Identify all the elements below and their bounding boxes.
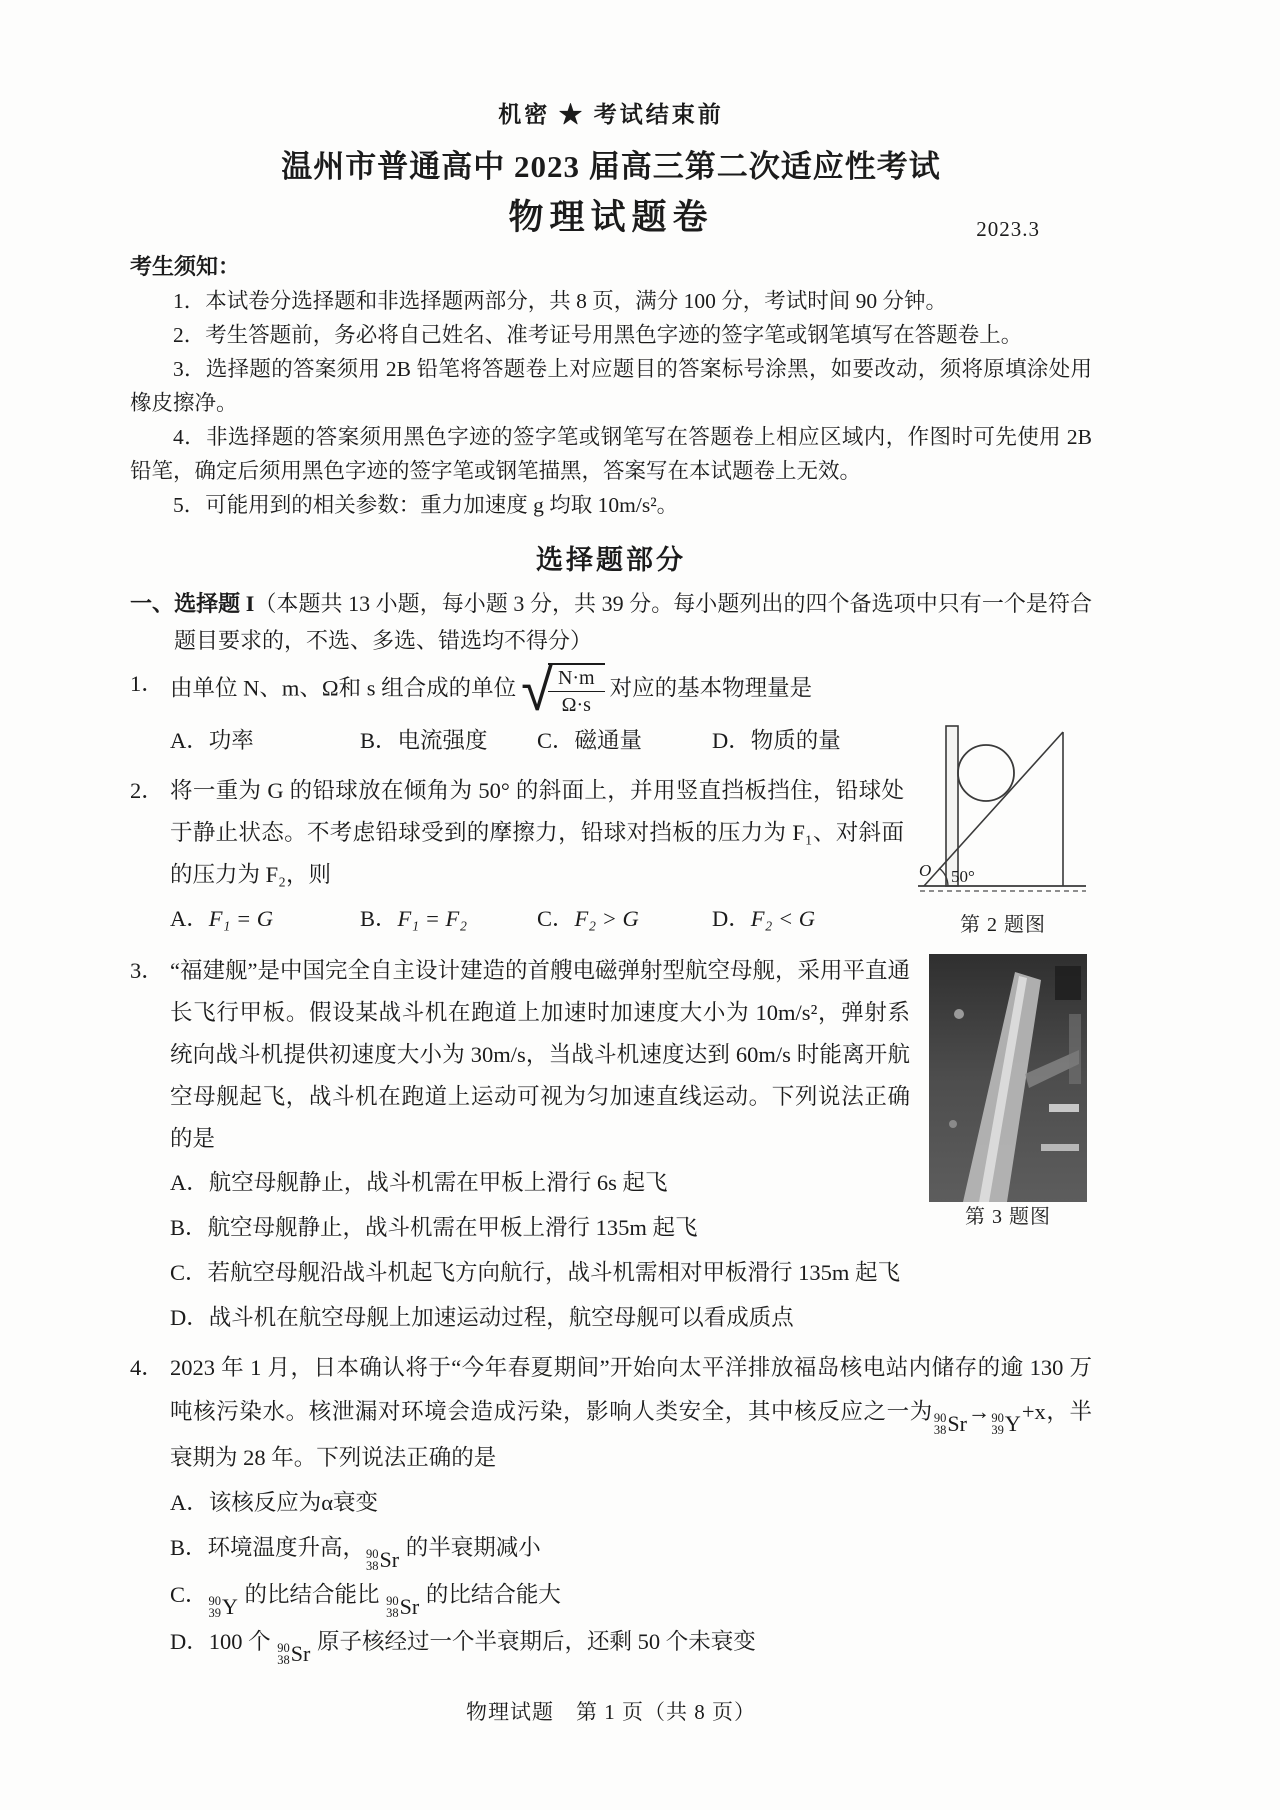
option-a-label: A． — [170, 906, 209, 931]
paper-subtitle: 物理试题卷 — [508, 198, 714, 237]
candidate-notice — [130, 250, 1092, 522]
mass: 90 — [386, 1594, 399, 1608]
option-a: A．航空母舰静止，战斗机需在甲板上滑行 6s 起飞 — [170, 1170, 668, 1195]
question-3-number: 3． — [130, 958, 164, 983]
photo-detail-2 — [949, 1120, 957, 1128]
atomic-number: 38 — [277, 1653, 290, 1667]
option-d-label: D． — [712, 906, 751, 931]
photo-highlight-1 — [1049, 1104, 1079, 1112]
photo-detail-1 — [954, 1009, 964, 1019]
question-1-text — [130, 655, 1092, 724]
option-c: C．磁通量 — [537, 728, 643, 753]
option-b: B．电流强度 — [360, 728, 488, 753]
option-a-text: 该核反应为α衰变 — [208, 1490, 379, 1515]
option-b-post: 的半衰期减小 — [400, 1535, 541, 1560]
photo-dark-patch — [1055, 966, 1081, 1000]
sr-symbol: Sr — [947, 1411, 967, 1436]
group-heading — [130, 585, 1092, 659]
option-c: C．若航空母舰沿战斗机起飞方向航行，战斗机需相对甲板滑行 135m 起飞 — [170, 1260, 901, 1285]
question-3 — [130, 950, 1092, 1340]
option-d — [712, 896, 815, 942]
mass: 90 — [208, 1594, 222, 1608]
group-heading-prefix: 一、选择题 I — [130, 591, 255, 616]
symbol: Sr — [379, 1547, 400, 1572]
symbol: Y — [222, 1594, 238, 1619]
vertical-board — [946, 726, 958, 886]
option-c — [537, 896, 712, 942]
nuclide-sr — [386, 1595, 419, 1619]
option-a-math: F₁ = G — [208, 906, 273, 931]
subtitle-row — [130, 190, 1092, 242]
question-3-figure — [924, 954, 1092, 1230]
notice-item-2: 2．考生答题前，务必将自己姓名、准考证号用黑色字迹的签字笔或钢笔填写在答题卷上。 — [173, 323, 1023, 347]
option-c-math: F₂ > G — [574, 906, 639, 931]
question-2-options — [170, 896, 904, 942]
notice-item-5: 5．可能用到的相关参数：重力加速度 g 均取 10m/s²。 — [173, 493, 679, 517]
option-b-pre: 环境温度升高， — [207, 1535, 366, 1560]
fraction — [548, 663, 605, 718]
nuclide-sr — [934, 1412, 967, 1436]
option-b-label: B． — [360, 906, 398, 931]
option-b: B．航空母舰静止，战斗机需在甲板上滑行 135m 起飞 — [170, 1215, 698, 1240]
group-heading-rest: （本题共 13 小题，每小题 3 分，共 39 分。每小题列出的四个备选项中只有一个是符合题目要求的，不选、多选、错选均不得分） — [174, 591, 1093, 653]
option-b — [360, 896, 537, 942]
exam-date: 2023.3 — [976, 217, 1040, 241]
notice-heading: 考生须知： — [130, 254, 241, 279]
symbol: Sr — [290, 1641, 311, 1666]
origin-label: O — [919, 861, 932, 880]
question-1-text-after: 对应的基本物理量是 — [609, 675, 813, 701]
option-a — [170, 896, 360, 942]
y-mass: 90 — [991, 1411, 1004, 1425]
aircraft-carrier-photo — [929, 954, 1087, 1202]
question-2-figure — [914, 718, 1092, 938]
y-atomic-number: 39 — [991, 1423, 1004, 1437]
incline-surface — [924, 732, 1063, 886]
question-2-number: 2． — [130, 778, 164, 803]
option-c-label: C． — [170, 1582, 208, 1607]
nuclide-sr — [366, 1548, 399, 1572]
nuclide-sr — [277, 1642, 310, 1666]
option-c-label: C． — [537, 906, 575, 931]
question-4-text-2: +x，半衰期为 28 年。下列说法正确的是 — [170, 1399, 1092, 1470]
sr-atomic-number: 38 — [933, 1423, 947, 1437]
fraction-denominator: Ω·s — [561, 694, 591, 716]
atomic-number: 38 — [366, 1559, 379, 1573]
question-2-text: 将一重为 G 的铅球放在倾角为 50° 的斜面上，并用竖直挡板挡住，铅球处于静止状态。不考虑铅球受到的摩擦力，铅球对挡板的压力为 F₁、对斜面的压力为 F₂，则 — [170, 778, 904, 887]
sr-mass: 90 — [933, 1411, 947, 1425]
mass: 90 — [366, 1547, 379, 1561]
reaction-arrow: → — [967, 1399, 991, 1424]
question-4-text-1: 2023 年 1 月，日本确认将于“今年春夏期间”开始向太平洋排放福岛核电站内储存的逾 130 万吨核污染水。核泄漏对环境会造成污染，影响人类安全，其中核反应之一为 — [170, 1355, 1092, 1424]
option-b-math: F₁ = F₂ — [397, 906, 468, 931]
figure-3-caption: 第 3 题图 — [965, 1206, 1051, 1228]
lead-ball — [958, 745, 1014, 801]
option-b-label: B． — [170, 1535, 208, 1560]
notice-item-1: 1．本试卷分选择题和非选择题两部分，共 8 页，满分 100 分，考试时间 90 分钟。 — [173, 289, 948, 313]
option-d-math: F₂ < G — [750, 906, 815, 931]
option-d-post: 原子核经过一个半衰期后，还剩 50 个未衰变 — [311, 1629, 756, 1654]
atomic-number: 39 — [208, 1606, 222, 1620]
photo-highlight-2 — [1041, 1144, 1079, 1151]
question-3-text: “福建舰”是中国完全自主设计建造的首艘电磁弹射型航空母舰，采用平直通长飞行甲板。假设某战斗机在跑道上加速时加速度大小为 10m/s²，弹射系统向战斗机提供初速度大小为 30m/s，当战斗机速度达到 60m/s 时能离开航空母舰起飞，战斗机在跑道上运动可视为匀加速直线运动。下列说法正确的是 — [170, 958, 910, 1151]
option-d-label: D． — [170, 1629, 209, 1654]
figure-2-caption: 第 2 题图 — [960, 914, 1046, 936]
sqrt-formula — [521, 655, 605, 724]
security-label: 机密 ★ 考试结束前 — [498, 102, 724, 127]
notice-item-3: 3．选择题的答案须用 2B 铅笔将答题卷上对应题目的答案标号涂黑，如要改动，须将原填涂处用橡皮擦净。 — [130, 357, 1092, 415]
exam-title: 温州市普通高中 2023 届高三第二次适应性考试 — [281, 149, 941, 184]
option-d — [170, 1619, 1092, 1666]
incline-diagram — [918, 718, 1088, 896]
option-c-post: 的比结合能大 — [420, 1582, 561, 1607]
mass: 90 — [277, 1641, 290, 1655]
notice-item-4: 4．非选择题的答案须用黑色字迹的签字笔或钢笔写在答题卷上相应区域内，作图时可先使用 2B 铅笔，确定后须用黑色字迹的签字笔或钢笔描黑，答案写在本试题卷上无效。 — [130, 425, 1092, 483]
option-a — [170, 1480, 1092, 1525]
option-d-pre: 100 个 — [208, 1629, 277, 1654]
nuclide-y — [209, 1595, 238, 1619]
option-a-label: A． — [170, 1490, 209, 1515]
y-symbol: Y — [1004, 1411, 1021, 1436]
question-1-number: 1． — [130, 671, 164, 696]
option-d: D．物质的量 — [712, 728, 841, 753]
option-d: D．战斗机在航空母舰上加速运动过程，航空母舰可以看成质点 — [170, 1305, 794, 1330]
question-1-text-before: 由单位 N、m、Ω和 s 组合成的单位 — [170, 675, 517, 701]
option-a: A．功率 — [170, 728, 254, 753]
option-c — [170, 1572, 1092, 1619]
option-b — [170, 1525, 1092, 1572]
fraction-numerator: N·m — [548, 665, 605, 692]
part-heading: 选择题部分 — [536, 545, 686, 575]
question-4 — [130, 1346, 1092, 1666]
page-footer: 物理试题 第 1 页（共 8 页） — [466, 1700, 756, 1724]
radical-sign: √ — [521, 655, 553, 724]
question-4-number: 4． — [130, 1355, 164, 1380]
atomic-number: 38 — [386, 1606, 399, 1620]
angle-label: 50° — [951, 867, 975, 886]
symbol: Sr — [399, 1594, 420, 1619]
question-2 — [130, 770, 1092, 944]
exam-page — [130, 96, 1092, 1726]
option-c-mid: 的比结合能比 — [238, 1582, 386, 1607]
nuclide-y — [991, 1412, 1020, 1436]
photo-detail-3 — [1069, 1014, 1081, 1084]
